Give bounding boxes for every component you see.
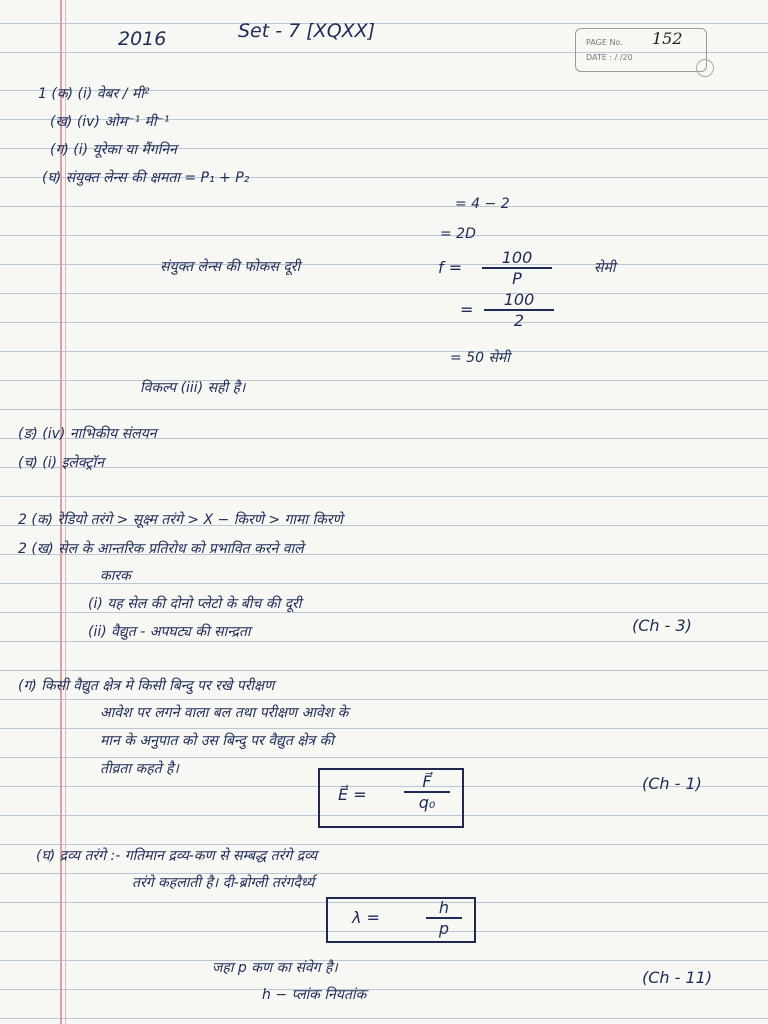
- page-stamp: [575, 28, 707, 72]
- line-1d: (घ) संयुक्त लेन्स की क्षमता = P₁ + P₂: [42, 170, 250, 186]
- focal-lhs: f =: [438, 258, 463, 277]
- focal-fraction-1: [482, 248, 552, 288]
- line-2d-where: जहा p कण का संवेग है।: [212, 960, 338, 976]
- line-1c: (ग) (i) यूरेका या मैंगनिन: [50, 142, 177, 158]
- lambda-num: h: [426, 898, 462, 919]
- year: 2016: [118, 28, 167, 50]
- line-2b: 2 (ख) सेल के आन्तरिक प्रतिरोध को प्रभावित करने वाले: [18, 541, 304, 557]
- line-1d-step1: = 4 − 2: [455, 196, 510, 212]
- chapter-ref-11: (Ch - 11): [642, 968, 713, 987]
- line-2d: (घ) द्रव्य तरंगे :- गतिमान द्रव्य-कण से सम्बद्ध तरंगे द्रव्य: [36, 848, 318, 864]
- line-1a: 1 (क) (i) वेबर / मी²: [38, 86, 150, 102]
- line-2b-cont: कारक: [100, 568, 131, 584]
- line-2b-i: (i) यह सेल की दोनो प्लेटो के बीच की दूरी: [88, 596, 302, 612]
- line-2c: (ग) किसी वैद्युत क्षेत्र मे किसी बिन्दु पर रखे परीक्षण: [18, 678, 275, 694]
- line-2c-3: मान के अनुपात को उस बिन्दु पर वैद्युत क्षेत्र की: [100, 733, 334, 749]
- page-number: 152: [652, 29, 683, 48]
- lambda-lhs: λ =: [352, 908, 380, 927]
- chapter-ref-1: (Ch - 1): [642, 774, 702, 793]
- line-2a: 2 (क) रेडियो तरंगे > सूक्ष्म तरंगे > X − किरणे > गामा किरणे: [18, 512, 343, 528]
- lambda-den: p: [438, 919, 450, 938]
- line-1b: (ख) (iv) ओम⁻¹ मी⁻¹: [50, 114, 170, 130]
- stamp-circle-icon: [696, 59, 714, 77]
- focal-num-2: 100: [484, 290, 554, 311]
- unit-cm: सेमी: [594, 260, 616, 276]
- line-focal-label: संयुक्त लेन्स की फोकस दूरी: [160, 259, 301, 275]
- chapter-ref-3: (Ch - 3): [632, 616, 692, 635]
- line-2c-2: आवेश पर लगने वाला बल तथा परीक्षण आवेश के: [100, 705, 349, 721]
- field-den: q₀: [418, 793, 436, 812]
- line-2d-2: तरंगे कहलाती है। दी-ब्रोग्ली तरंगदैर्ध्य: [132, 875, 315, 891]
- line-1d-step2: = 2D: [440, 226, 476, 242]
- focal-den-2: 2: [513, 311, 525, 330]
- field-fraction: [404, 772, 450, 812]
- focal-den-1: P: [512, 269, 522, 288]
- field-num: F⃗: [404, 772, 450, 793]
- focal-fraction-2: [484, 290, 554, 330]
- date-label: DATE : / /20: [586, 53, 633, 62]
- page-label: PAGE No.: [586, 38, 623, 47]
- eq-sign: =: [460, 300, 474, 319]
- line-2d-planck: h − प्लांक नियतांक: [262, 987, 367, 1003]
- line-2b-ii: (ii) वैद्युत - अपघट्य की सान्द्रता: [88, 624, 251, 640]
- line-2c-4: तीव्रता कहते है।: [100, 761, 179, 777]
- line-1e: (ङ) (iv) नाभिकीय संलयन: [18, 426, 157, 442]
- line-1f: (च) (i) इलेक्ट्रॉन: [18, 455, 104, 471]
- focal-num-1: 100: [482, 248, 552, 269]
- field-lhs: E⃗ =: [338, 785, 367, 804]
- option-correct: विकल्प (iii) सही है।: [140, 380, 246, 396]
- set-title: Set - 7 [XQXX]: [238, 20, 376, 42]
- focal-result: = 50 सेमी: [450, 350, 510, 366]
- lambda-fraction: [426, 898, 462, 938]
